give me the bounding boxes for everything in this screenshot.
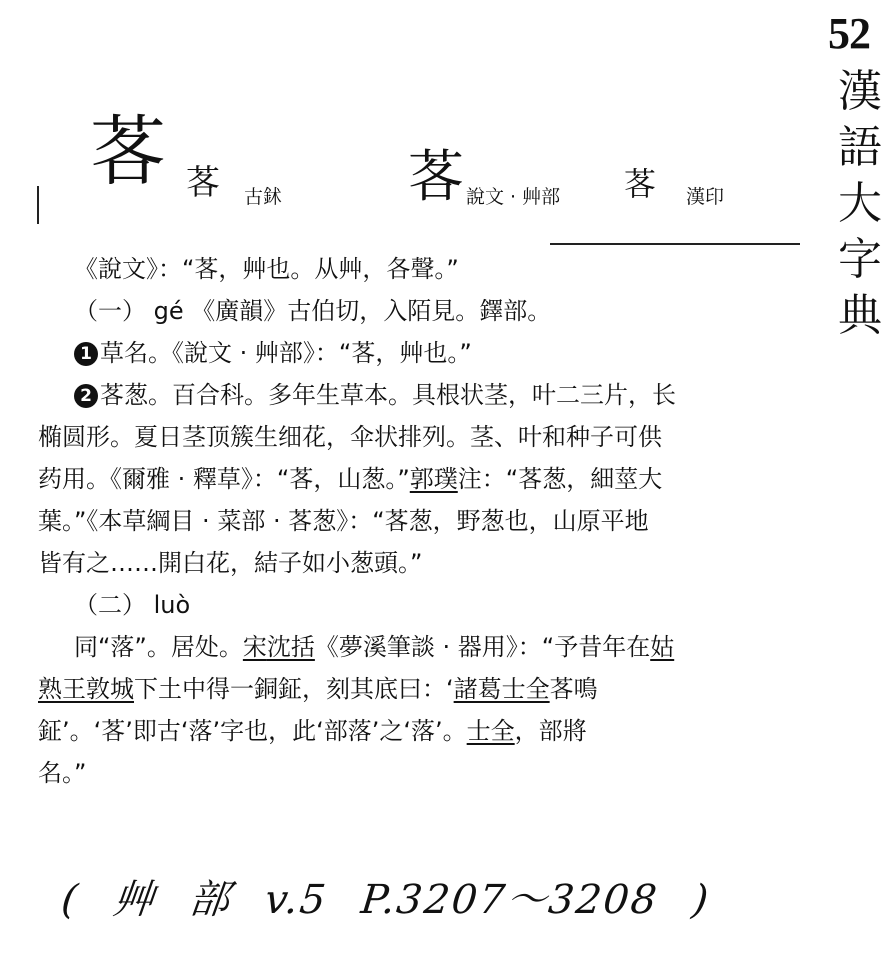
seal-script-label: 說文 · 艸部: [466, 186, 561, 208]
note-part: (: [59, 877, 82, 923]
sense-3-line-1: [38, 626, 808, 668]
text-run: 注：“茖葱，細莖大: [457, 465, 663, 493]
text-run: 鉦’。‘茖’即古‘落’字也，此‘部落’之‘落’。: [38, 717, 467, 745]
note-part: ): [689, 877, 713, 923]
text-run: 《夢溪筆談 · 器用》：“予昔年在: [314, 633, 651, 661]
sense-2-line-1: [38, 374, 808, 416]
note-part: 部: [186, 877, 234, 923]
sense-text: 茖葱。百合科。多年生草本。具根状茎，叶二三片，长: [100, 381, 676, 409]
title-char: 字: [838, 234, 882, 285]
shuowen-quote: 《說文》：“茖，艸也。从艸，各聲。”: [74, 255, 459, 283]
person-name: 士全: [466, 717, 515, 745]
place-name: 王敦城: [62, 675, 134, 703]
han-seal-label: 漢印: [686, 186, 725, 208]
sense-2-line-2: 椭圆形。夏日茎顶簇生细花，伞状排列。茎、叶和种子可供: [38, 423, 662, 451]
pinyin: luò: [153, 591, 191, 619]
sense-text: 草名。《說文 · 艸部》：“茖，艸也。”: [100, 339, 472, 367]
note-part: v.5: [262, 877, 330, 923]
han-seal-glyph: 茖: [624, 165, 657, 203]
person-name: 沈括: [266, 633, 315, 661]
title-char: 典: [838, 290, 882, 341]
title-char: 大: [838, 178, 882, 229]
entry-body: [38, 248, 808, 794]
person-name: 郭璞: [409, 465, 458, 493]
sense-3-line-2: [38, 668, 808, 710]
sense-1: [38, 332, 808, 374]
person-name: 諸葛士全: [453, 675, 550, 703]
seal-script-glyph: 茖: [408, 145, 464, 210]
sense-3-line-4: 名。”: [38, 759, 87, 787]
reading-2: [38, 584, 808, 626]
page-number: 52: [828, 9, 870, 58]
text-run: 药用。《爾雅 · 釋草》：“茖，山葱。”: [38, 465, 410, 493]
text-run: ，部將: [514, 717, 587, 745]
ancient-form-label: 古鉥: [244, 186, 283, 208]
dynasty-name: 宋: [242, 633, 267, 661]
note-part: P.3207～3208: [358, 877, 661, 923]
sense-3-line-3: [38, 710, 808, 752]
headword: 茖: [90, 107, 166, 196]
sense-2-line-5: 皆有之……開白花，結子如小葱頭。”: [38, 549, 423, 577]
sense-number-badge: 1: [74, 342, 98, 366]
reading-info: 《廣韻》古伯切，入陌見。鐸部。: [191, 297, 552, 325]
place-name: 熟: [38, 675, 62, 703]
sense-2-line-4: 葉。”《本草綱目 · 菜部 · 茖葱》：“茖葱，野葱也，山原平地: [38, 507, 649, 535]
sense-number-badge: 2: [74, 384, 98, 408]
handwritten-note: [59, 868, 747, 925]
reading-marker: （二）: [74, 591, 146, 619]
text-run: 茖鳴: [549, 675, 598, 703]
text-run: 下土中得一銅鉦，刻其底曰：‘: [134, 675, 454, 703]
note-part: 艸: [110, 877, 158, 923]
divider-rule: [550, 243, 800, 245]
margin-mark: [37, 186, 39, 224]
reading-marker: （一）: [74, 297, 146, 325]
title-char: 語: [838, 122, 882, 173]
sense-2-line-3: [38, 458, 808, 500]
book-title: [832, 64, 888, 344]
title-char: 漢: [838, 66, 882, 117]
ancient-form-glyph: 茖: [186, 163, 220, 203]
text-run: 同“落”。居处。: [74, 633, 243, 661]
reading-1: [38, 290, 808, 332]
pinyin: gé: [153, 297, 184, 325]
place-name: 姑: [650, 633, 675, 661]
